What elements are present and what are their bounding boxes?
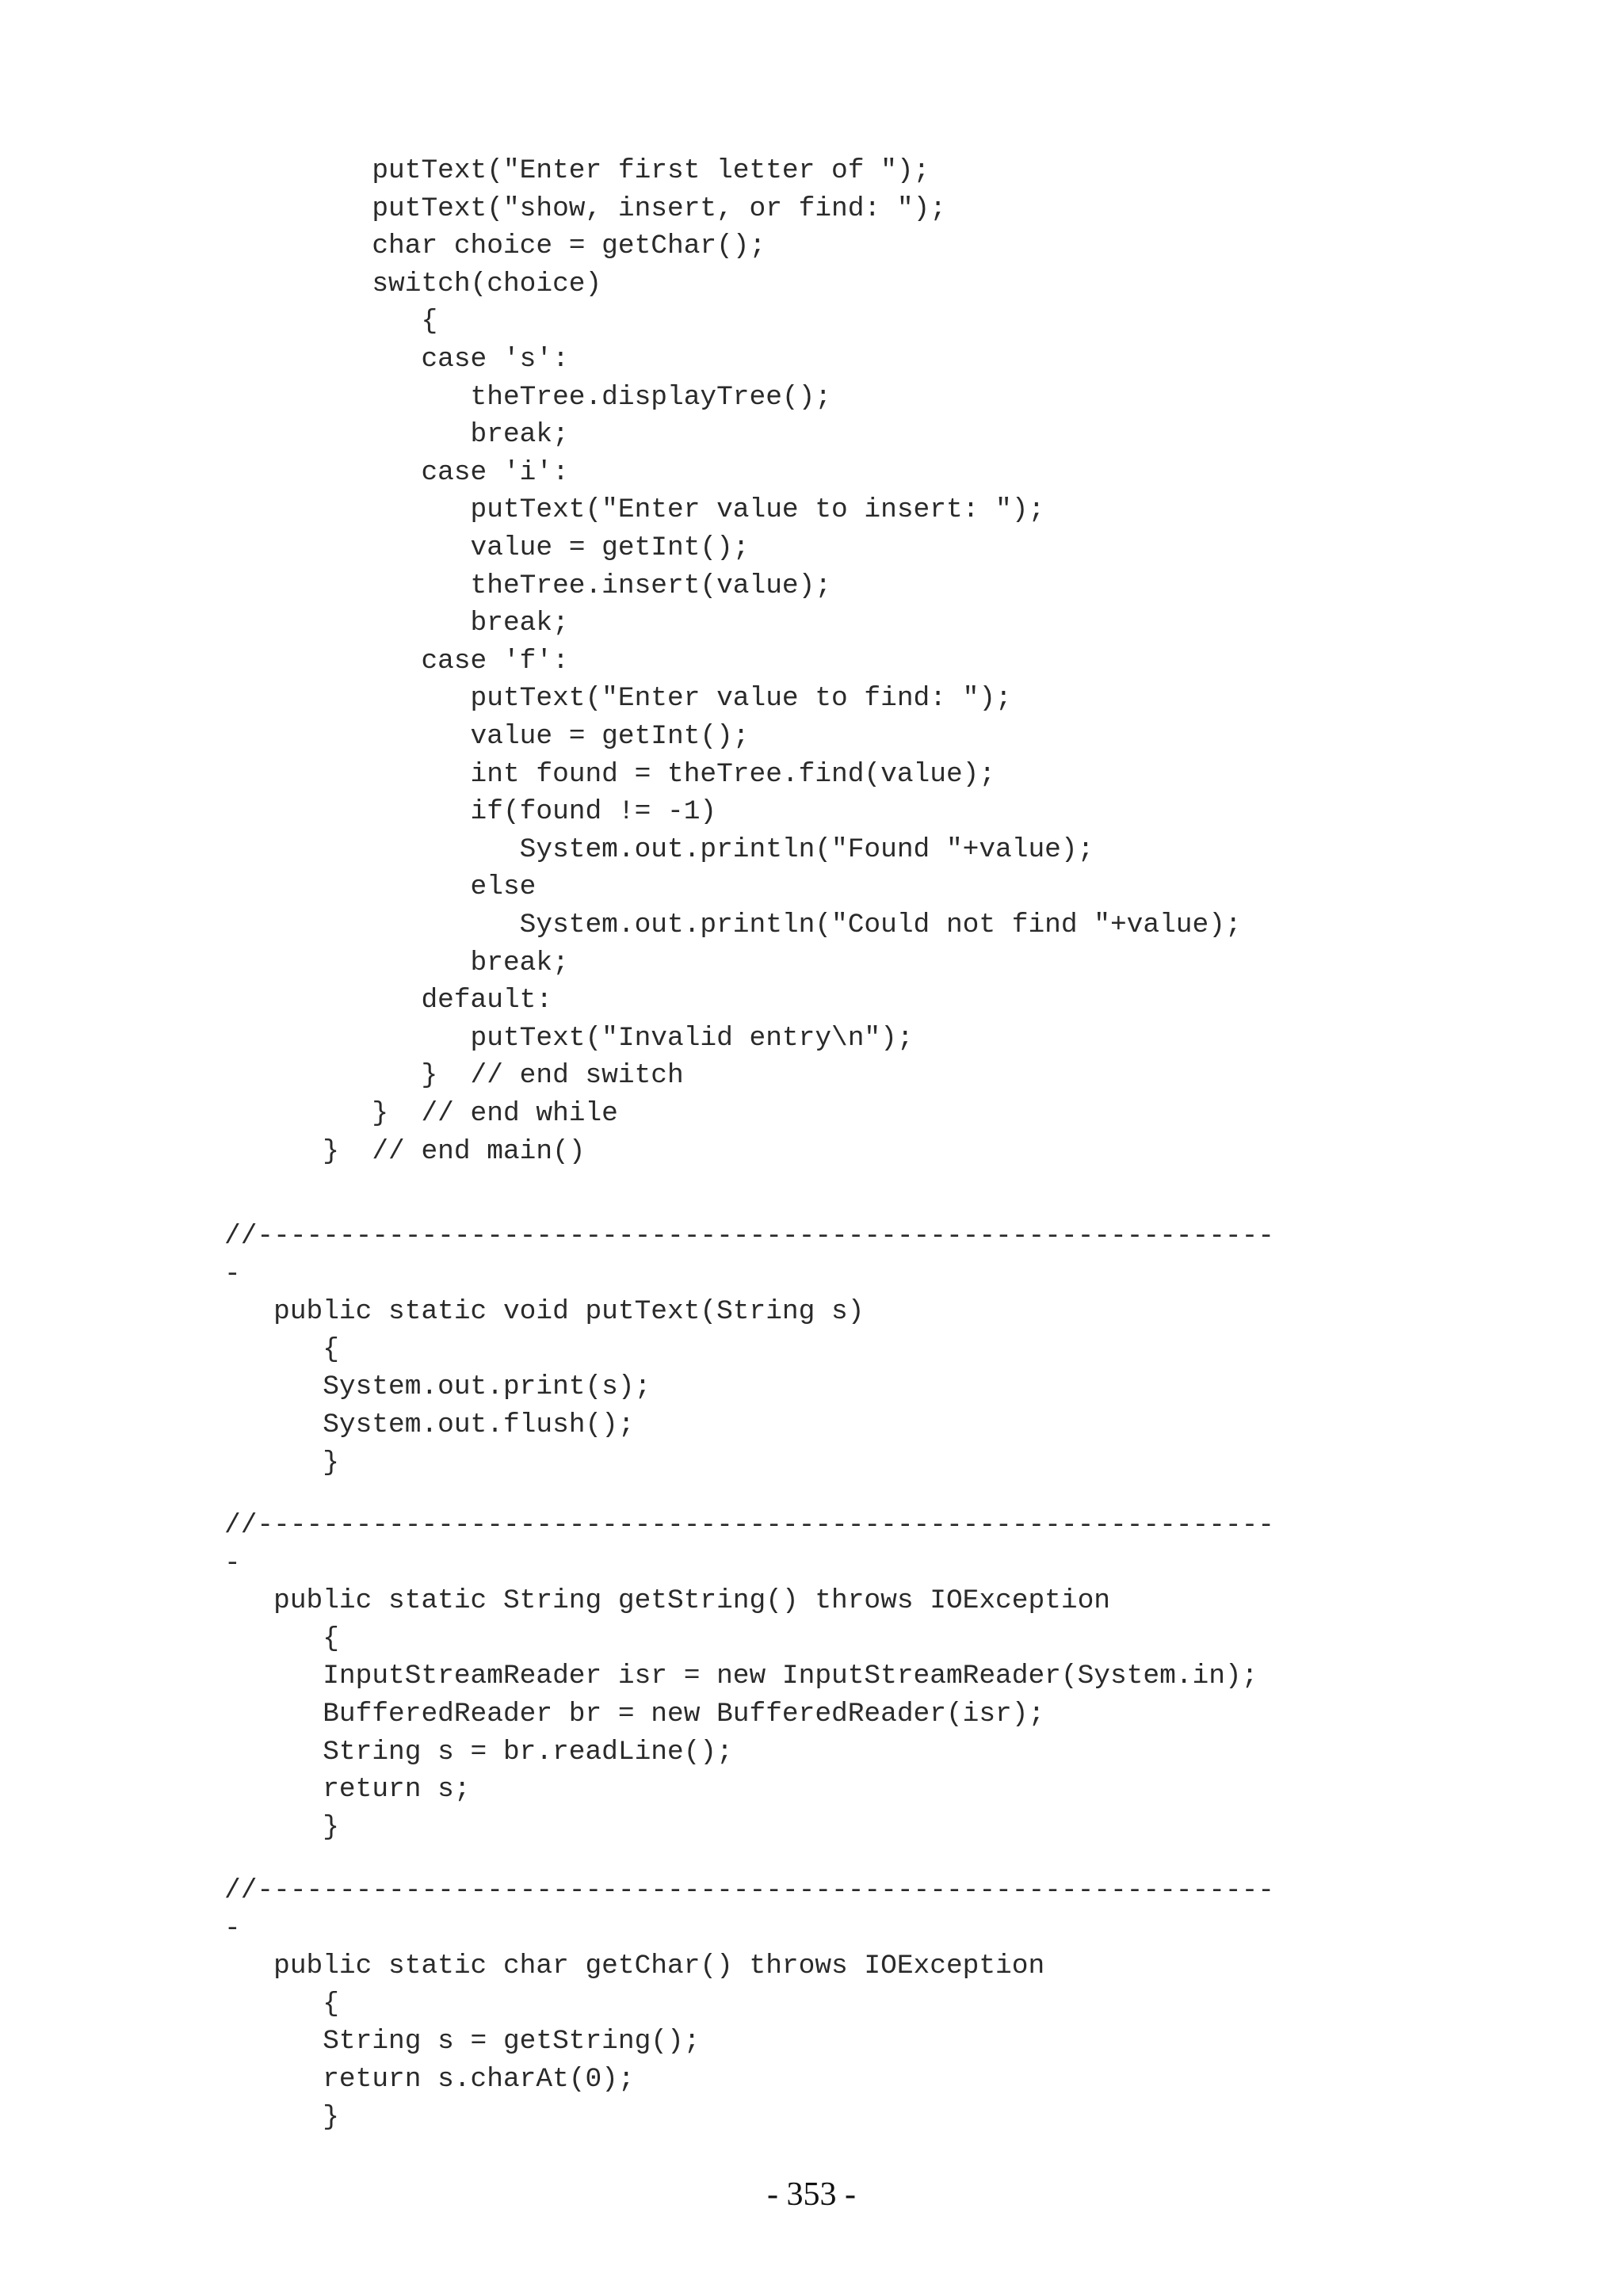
code-line: putText("Invalid entry\n"); bbox=[224, 1022, 914, 1054]
code-line: - bbox=[224, 1258, 241, 1290]
code-line: putText("Enter value to insert: "); bbox=[224, 494, 1045, 526]
code-line: System.out.print(s); bbox=[224, 1371, 651, 1403]
code-line: int found = theTree.find(value); bbox=[224, 758, 996, 790]
code-line: } bbox=[224, 2101, 339, 2133]
code-line: } // end main() bbox=[224, 1135, 586, 1167]
code-line: else bbox=[224, 871, 537, 903]
code-line: } bbox=[224, 1447, 339, 1478]
code-line: } bbox=[224, 1811, 339, 1843]
code-line: //-------------------------------------------------------------- bbox=[224, 1221, 1275, 1252]
code-line: theTree.displayTree(); bbox=[224, 381, 832, 413]
code-line: public static char getChar() throws IOException bbox=[224, 1951, 1045, 1982]
code-line: if(found != -1) bbox=[224, 796, 717, 828]
code-line: String s = getString(); bbox=[224, 2026, 701, 2058]
code-line: BufferedReader br = new BufferedReader(isr); bbox=[224, 1699, 1045, 1730]
code-line: return s.charAt(0); bbox=[224, 2064, 635, 2095]
code-line: value = getInt(); bbox=[224, 721, 750, 752]
code-line: putText("show, insert, or find: "); bbox=[224, 193, 946, 224]
code-line: char choice = getChar(); bbox=[224, 231, 766, 262]
code-line: theTree.insert(value); bbox=[224, 570, 832, 601]
code-line: { bbox=[224, 1988, 339, 2019]
code-line: return s; bbox=[224, 1774, 471, 1806]
code-line: public static void putText(String s) bbox=[224, 1296, 865, 1328]
code-line: value = getInt(); bbox=[224, 532, 750, 563]
code-line: //-------------------------------------------------------------- bbox=[224, 1510, 1275, 1541]
code-line: putText("Enter first letter of "); bbox=[224, 155, 930, 186]
code-line: public static String getString() throws IOException bbox=[224, 1585, 1110, 1617]
code-line: { bbox=[224, 1333, 339, 1365]
code-line: InputStreamReader isr = new InputStreamReader(System.in); bbox=[224, 1661, 1258, 1692]
code-line: System.out.println("Found "+value); bbox=[224, 833, 1094, 865]
code-line: String s = br.readLine(); bbox=[224, 1736, 733, 1768]
page-number: - 353 - bbox=[767, 2176, 856, 2213]
code-line: } // end while bbox=[224, 1098, 618, 1129]
code-line: putText("Enter value to find: "); bbox=[224, 683, 1012, 715]
code-line: { bbox=[224, 1623, 339, 1654]
code-line: } // end switch bbox=[224, 1060, 684, 1092]
code-line: { bbox=[224, 306, 438, 338]
code-line: default: bbox=[224, 985, 553, 1016]
code-line: break; bbox=[224, 608, 569, 639]
code-line: System.out.flush(); bbox=[224, 1409, 635, 1440]
code-line: case 's': bbox=[224, 344, 569, 375]
code-line: case 'f': bbox=[224, 645, 569, 677]
code-line: - bbox=[224, 1547, 241, 1579]
code-line: - bbox=[224, 1913, 241, 1944]
code-line: break; bbox=[224, 419, 569, 451]
code-line: case 'i': bbox=[224, 456, 569, 488]
code-line: switch(choice) bbox=[224, 268, 602, 299]
code-line: //-------------------------------------------------------------- bbox=[224, 1875, 1275, 1906]
code-line: System.out.println("Could not find "+value); bbox=[224, 910, 1242, 940]
code-line: break; bbox=[224, 947, 569, 978]
